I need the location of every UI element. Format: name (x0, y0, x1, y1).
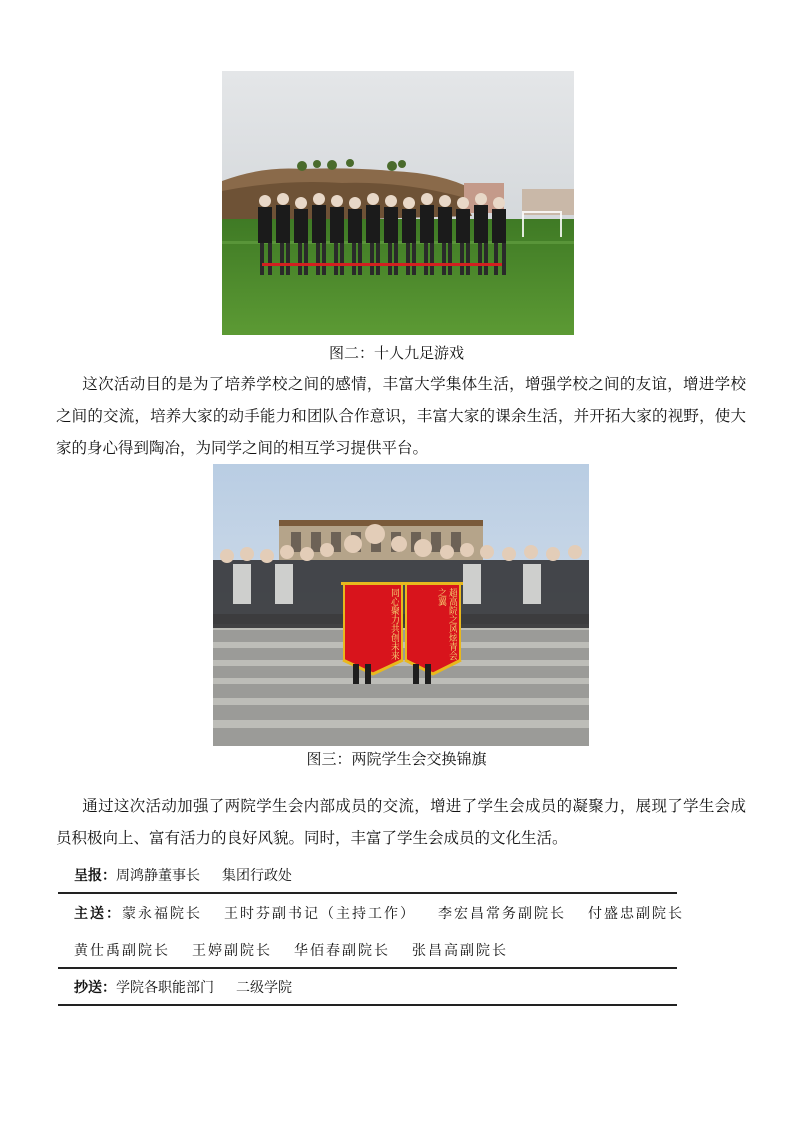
main-recipient: 张昌高副院长 (412, 943, 508, 959)
team-game-photo-illustration (222, 71, 574, 335)
main-recipient: 王时芬副书记（主持工作） (224, 906, 416, 922)
cc-row (74, 978, 292, 998)
divider-line (58, 967, 677, 969)
figure-3-photo (213, 464, 589, 746)
main-recipient: 华佰春副院长 (294, 943, 390, 959)
paragraph-1-text: 这次活动目的是为了培养学校之间的感情，丰富大学集体生活，增强学校之间的友谊，增进学校之间的交流，培养大家的动手能力和团队合作意识，丰富大家的课余生活，并开拓大家的视野，使大家的身心得到陶冶，为同学之间的相互学习提供平台。 (56, 375, 746, 457)
figure-2-photo (222, 71, 574, 335)
figure-3-caption: 图三：两院学生会交换锦旗 (306, 750, 487, 768)
divider-line (58, 892, 677, 894)
main-recipient: 王婷副院长 (192, 943, 272, 959)
paragraph-1 (56, 368, 746, 464)
report-label: 呈报： (74, 868, 116, 884)
banner-exchange-photo-illustration (213, 464, 589, 746)
main-recipient: 蒙永福院长 (122, 906, 202, 922)
main-recipient: 付盛忠副院长 (588, 906, 684, 922)
paragraph-2 (56, 790, 746, 854)
figure-2-caption: 图二：十人九足游戏 (328, 344, 464, 362)
cc-recipient: 学院各职能部门 (116, 980, 214, 996)
report-recipient: 周鸿静董事长 (116, 868, 200, 884)
cc-recipient: 二级学院 (236, 980, 292, 996)
banner-right-text: 超高院之风炫青会之翼 (436, 588, 457, 660)
main-row-2 (74, 941, 508, 961)
main-recipient: 李宏昌常务副院长 (438, 906, 566, 922)
report-recipient: 集团行政处 (222, 868, 292, 884)
report-row (74, 866, 292, 886)
main-row-1 (74, 904, 684, 924)
divider-line (58, 1004, 677, 1006)
banner-left-text: 同心聚力共创未来 (389, 588, 399, 660)
cc-label: 抄送： (74, 980, 116, 996)
paragraph-2-text: 通过这次活动加强了两院学生会内部成员的交流，增进了学生会成员的凝聚力，展现了学生会成员积极向上、富有活力的良好风貌。同时，丰富了学生会成员的文化生活。 (56, 797, 746, 847)
main-recipient: 黄仕禹副院长 (74, 943, 170, 959)
main-label: 主送： (74, 906, 122, 922)
